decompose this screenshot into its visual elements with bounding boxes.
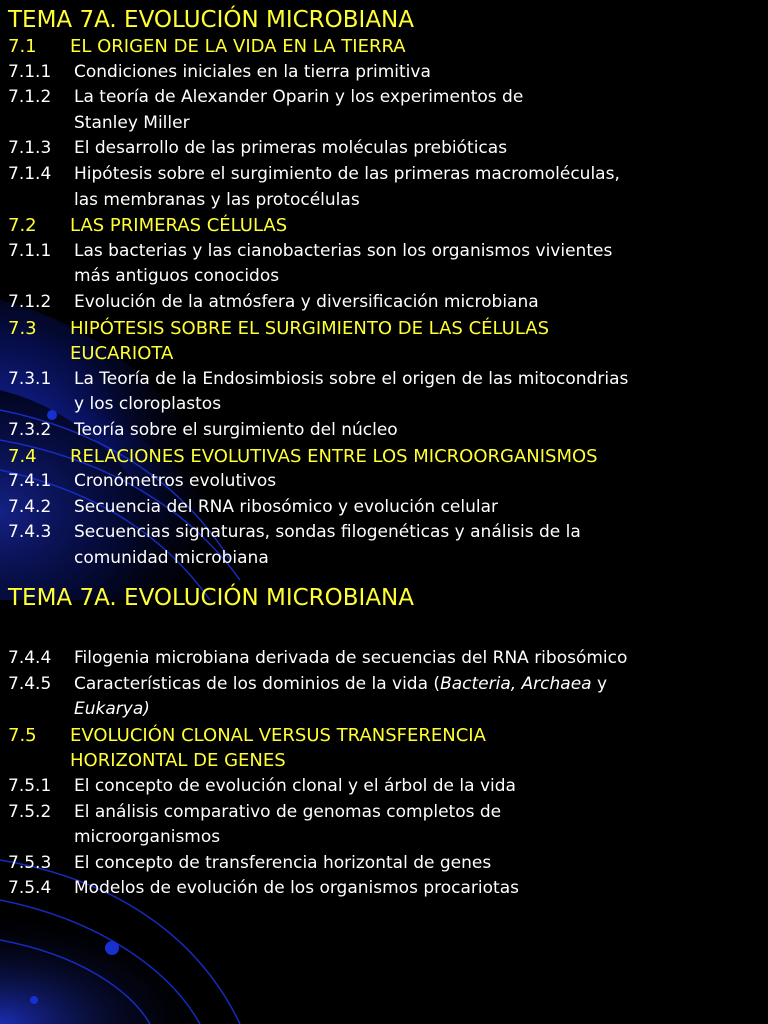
item-number: 7.3 [8, 317, 37, 339]
item-text [70, 723, 486, 774]
item-text-line: EUCARIOTA [70, 343, 174, 365]
slide-bottom [0, 584, 768, 902]
slide-title: TEMA 7A. EVOLUCIÓN MICROBIANA [8, 7, 414, 33]
item-number: 7.4 [8, 445, 37, 467]
item-text [74, 60, 431, 86]
item-text [74, 520, 581, 571]
item-number: 7.1.2 [8, 291, 52, 312]
item-number: 7.1 [8, 36, 37, 57]
section-heading [0, 316, 768, 367]
item-text [74, 136, 507, 162]
item-number: 7.5.3 [8, 852, 52, 873]
list-item [0, 851, 768, 877]
item-text-line: Condiciones iniciales en la tierra primitiva [74, 61, 431, 82]
item-number: 7.4.5 [8, 673, 52, 694]
list-item [0, 136, 768, 162]
item-text-line: comunidad microbiana [74, 547, 269, 568]
item-text-line: EVOLUCIÓN CLONAL VERSUS TRANSFERENCIA [70, 724, 486, 746]
item-number: 7.5.2 [8, 801, 52, 822]
topic-list [0, 34, 768, 571]
item-text-line: Secuencias signaturas, sondas filogenéticas y análisis de la [74, 522, 581, 543]
item-number: 7.1.1 [8, 61, 52, 82]
item-text-line: más antiguos conocidos [74, 266, 280, 287]
item-text-line: microorganismos [74, 827, 221, 848]
slide-top [0, 6, 768, 571]
item-text-line: La Teoría de la Endosimbiosis sobre el origen de las mitocondrias [74, 368, 629, 389]
item-number: 7.1.4 [8, 163, 52, 184]
list-item [0, 367, 768, 418]
item-text [74, 646, 627, 672]
item-text-line: LAS PRIMERAS CÉLULAS [70, 215, 288, 237]
item-text [74, 418, 398, 444]
list-item [0, 876, 768, 902]
section-heading [0, 34, 768, 60]
topic-list [0, 646, 768, 902]
list-item [0, 239, 768, 290]
item-text [70, 213, 287, 239]
item-text-line: El concepto de evolución clonal y el árbol de la vida [74, 775, 516, 796]
item-text [74, 495, 498, 521]
item-text [74, 85, 523, 136]
item-number: 7.5.4 [8, 878, 52, 899]
item-number: 7.5.1 [8, 775, 52, 796]
section-heading [0, 444, 768, 470]
item-text [70, 444, 598, 470]
item-text [70, 34, 406, 60]
item-number: 7.4.3 [8, 522, 52, 543]
list-item [0, 418, 768, 444]
item-number: 7.3.2 [8, 419, 52, 440]
slide-title: TEMA 7A. EVOLUCIÓN MICROBIANA [8, 585, 414, 611]
item-text [74, 800, 501, 851]
list-item [0, 162, 768, 213]
item-text-line: Las bacterias y las cianobacterias son los organismos vivientes [74, 240, 613, 261]
item-text-line: La teoría de Alexander Oparin y los experimentos de [74, 87, 524, 108]
item-text [74, 774, 516, 800]
item-number: 7.4.2 [8, 496, 52, 517]
list-item [0, 800, 768, 851]
item-text [74, 290, 539, 316]
item-text [74, 876, 519, 902]
item-text-line: Modelos de evolución de los organismos procariotas [74, 878, 519, 899]
item-text-line: y los cloroplastos [74, 394, 222, 415]
list-item [0, 60, 768, 86]
item-text-line: Stanley Miller [74, 112, 190, 133]
item-text-line: Secuencia del RNA ribosómico y evolución celular [74, 496, 498, 517]
item-number: 7.4.4 [8, 648, 52, 668]
item-text [74, 672, 607, 723]
item-number: 7.5 [8, 724, 37, 746]
item-number: 7.1.1 [8, 240, 52, 261]
item-number: 7.2 [8, 215, 37, 237]
item-text [74, 851, 491, 877]
item-text-line: Características de los dominios de la vida (Bacteria, Archaea y [74, 673, 608, 694]
item-number: 7.4.1 [8, 471, 52, 492]
section-heading [0, 723, 768, 774]
list-item [0, 290, 768, 316]
item-text-line: El análisis comparativo de genomas completos de [74, 801, 502, 822]
item-number: 7.1.3 [8, 138, 52, 159]
item-text [74, 162, 620, 213]
item-text [74, 469, 276, 495]
item-text-line: EL ORIGEN DE LA VIDA EN LA TIERRA [70, 36, 406, 57]
item-text-line: Hipótesis sobre el surgimiento de las primeras macromoléculas, [74, 163, 620, 184]
list-item [0, 774, 768, 800]
list-item [0, 520, 768, 571]
item-text-line: Cronómetros evolutivos [74, 471, 277, 492]
list-item [0, 672, 768, 723]
list-item [0, 495, 768, 521]
item-text-line: las membranas y las protocélulas [74, 189, 360, 210]
list-item [0, 646, 768, 672]
item-text-line: Eukarya) [74, 699, 150, 720]
item-text [74, 367, 628, 418]
item-number: 7.1.2 [8, 87, 52, 108]
item-text-line: Evolución de la atmósfera y diversificación microbiana [74, 291, 539, 312]
item-text-line: El desarrollo de las primeras moléculas prebióticas [74, 138, 508, 159]
item-text-line: Teoría sobre el surgimiento del núcleo [74, 419, 398, 440]
item-text-line: HORIZONTAL DE GENES [70, 750, 286, 772]
item-number: 7.3.1 [8, 368, 52, 389]
section-heading [0, 213, 768, 239]
list-item [0, 85, 768, 136]
item-text [70, 316, 549, 367]
item-text-line: Filogenia microbiana derivada de secuencias del RNA ribosómico [74, 648, 628, 668]
item-text-line: HIPÓTESIS SOBRE EL SURGIMIENTO DE LAS CÉLULAS [70, 317, 549, 339]
item-text [74, 239, 612, 290]
item-text-line: RELACIONES EVOLUTIVAS ENTRE LOS MICROORGANISMOS [70, 445, 598, 467]
list-item [0, 469, 768, 495]
item-text-line: El concepto de transferencia horizontal de genes [74, 852, 492, 873]
